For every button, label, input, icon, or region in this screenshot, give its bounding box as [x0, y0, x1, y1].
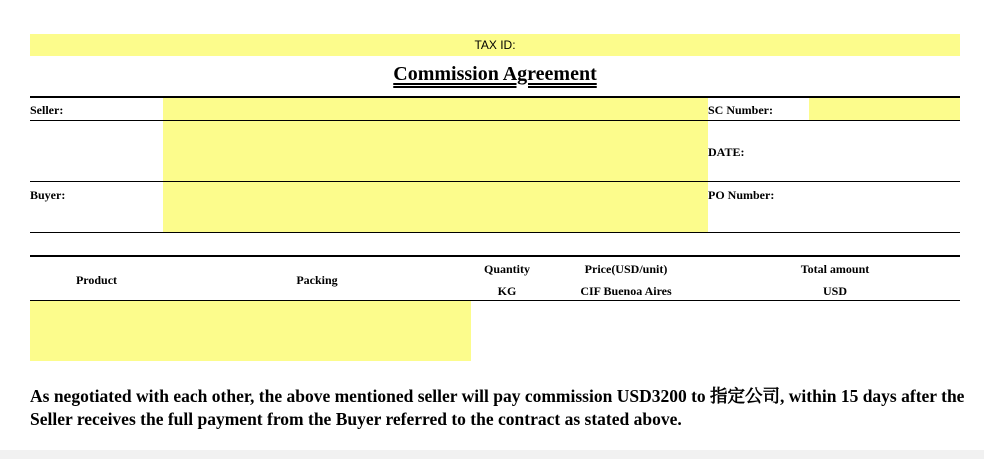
date-label: DATE:	[708, 145, 745, 159]
product-header: Product	[75, 273, 118, 287]
sc-number-label: SC Number:	[708, 103, 773, 117]
total-header: Total amount	[800, 262, 870, 276]
tax-id-label: TAX ID:	[474, 38, 516, 52]
po-number-label: PO Number:	[708, 188, 775, 202]
buyer-label: Buyer:	[30, 188, 66, 202]
table-top-rule	[30, 255, 960, 257]
product-row-fill[interactable]	[30, 301, 471, 361]
buyer-rule	[30, 181, 960, 182]
price-header: Price(USD/unit)	[584, 262, 668, 276]
price-terms: CIF Buenoa Aires	[580, 284, 672, 298]
packing-header: Packing	[296, 273, 338, 287]
seller-buyer-fill[interactable]	[163, 98, 708, 232]
quantity-header: Quantity	[483, 262, 530, 276]
page-bottom-edge	[0, 450, 984, 459]
sc-number-fill[interactable]	[809, 98, 960, 120]
quantity-unit: KG	[497, 284, 517, 298]
document-title: Commission Agreement	[393, 63, 597, 85]
seller-label: Seller:	[30, 103, 64, 117]
commission-paragraph: As negotiated with each other, the above mentioned seller will pay commission USD3200 to 指定公司, within 15 days after the Seller receives the full payment from the Buyer referred to the contract as stated above.	[30, 386, 965, 429]
seller-rule	[30, 120, 960, 121]
party-bottom-rule	[30, 232, 960, 233]
total-unit: USD	[822, 284, 847, 298]
